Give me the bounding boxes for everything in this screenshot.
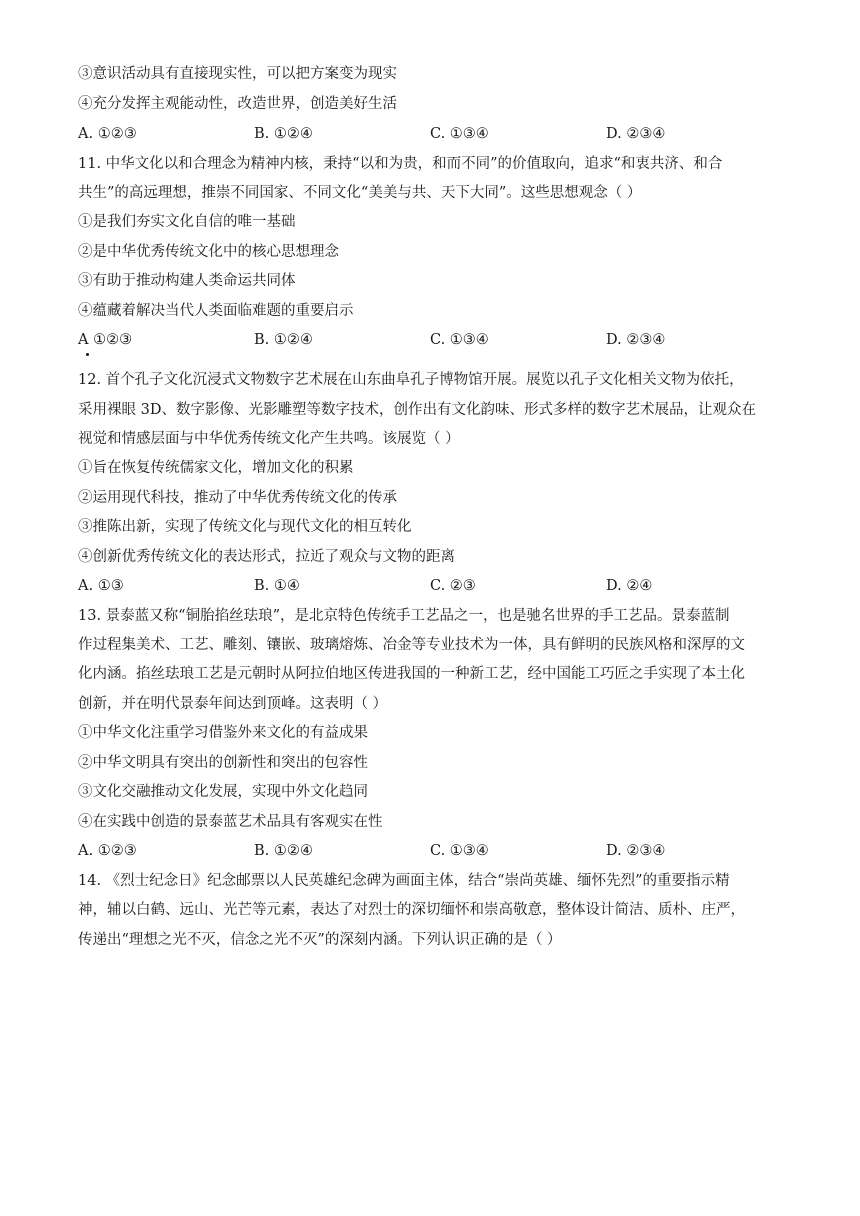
- question-stem-line: 13. 景泰蓝又称“铜胎掐丝珐琅”，是北京特色传统手工艺品之一，也是驰名世界的手工艺品。景泰蓝制: [78, 608, 730, 624]
- question-stem-line: 14. 《烈士纪念日》纪念邮票以人民英雄纪念碑为画面主体，结合“崇尚英雄、缅怀先烈”的重要指示精: [78, 873, 730, 889]
- item-4: ④在实践中创造的景泰蓝艺术品具有客观实在性: [78, 814, 383, 830]
- option-b: B. ①②④: [254, 843, 313, 859]
- question-stem-line: 12. 首个孔子文化沉浸式文物数字艺术展在山东曲阜孔子博物馆开展。展览以孔子文化相关文物为依托，: [78, 372, 744, 388]
- question-stem-line: 视觉和情感层面与中华优秀传统文化产生共鸣。该展览（ ）: [78, 431, 460, 447]
- item-2: ②运用现代科技，推动了中华优秀传统文化的传承: [78, 490, 397, 506]
- item-3: ③有助于推动构建人类命运共同体: [78, 273, 296, 289]
- option-a: A. ①②③: [78, 126, 137, 142]
- options-row: [78, 841, 782, 861]
- option-b: B. ①④: [254, 578, 300, 594]
- item-2: ②中华文明具有突出的创新性和突出的包容性: [78, 755, 368, 771]
- options-row: [78, 124, 782, 144]
- option-d: D. ②③④: [606, 843, 666, 859]
- option-d: D. ②③④: [606, 332, 666, 348]
- item-1: ①是我们夯实文化自信的唯一基础: [78, 214, 296, 230]
- option-a: A. ①③: [78, 578, 124, 594]
- option-b: B. ①②④: [254, 126, 313, 142]
- options-row: [78, 330, 782, 350]
- stray-dot-mark: [86, 353, 89, 356]
- item-2: ②是中华优秀传统文化中的核心思想理念: [78, 244, 339, 260]
- question-stem-line: 共生”的高远理想，推崇不同国家、不同文化“美美与共、天下大同”。这些思想观念（ ）: [78, 185, 642, 201]
- item-1: ①旨在恢复传统儒家文化，增加文化的积累: [78, 460, 354, 476]
- question-stem-line: 化内涵。掐丝珐琅工艺是元朝时从阿拉伯地区传进我国的一种新工艺，经中国能工巧匠之手实现了本土化: [78, 666, 745, 682]
- option-d: D. ②④: [606, 578, 653, 594]
- item-4: ④蕴藏着解决当代人类面临难题的重要启示: [78, 303, 354, 319]
- option-c: C. ①③④: [430, 126, 489, 142]
- option-c: C. ②③: [430, 578, 476, 594]
- item-3: ③文化交融推动文化发展，实现中外文化趋同: [78, 784, 368, 800]
- option-c: C. ①③④: [430, 332, 489, 348]
- question-stem-line: 神，辅以白鹤、远山、光芒等元素，表达了对烈士的深切缅怀和崇高敬意，整体设计简洁、质朴、庄严，: [78, 902, 745, 918]
- item-3: ③推陈出新，实现了传统文化与现代文化的相互转化: [78, 519, 412, 535]
- item-1: ①中华文化注重学习借鉴外来文化的有益成果: [78, 725, 368, 741]
- question-stem-line: 传递出“理想之光不灭，信念之光不灭”的深刻内涵。下列认识正确的是（ ）: [78, 932, 562, 948]
- question-stem-line: 11. 中华文化以和合理念为精神内核，秉持“以和为贵，和而不同”的价值取向，追求“和衷共济、和合: [78, 156, 723, 172]
- options-row: [78, 576, 782, 596]
- option-c: C. ①③④: [430, 843, 489, 859]
- question-stem-line: 作过程集美术、工艺、雕刻、镶嵌、玻璃熔炼、冶金等专业技术为一体，具有鲜明的民族风格和深厚的文: [78, 637, 745, 653]
- option-a: A ①②③: [78, 332, 133, 348]
- question-stem-line: 采用裸眼 3D、数字影像、光影雕塑等数字技术，创作出有文化韵味、形式多样的数字艺术展品，让观众在: [78, 402, 756, 418]
- option-d: D. ②③④: [606, 126, 666, 142]
- item-4: ④充分发挥主观能动性，改造世界，创造美好生活: [78, 96, 397, 112]
- item-4: ④创新优秀传统文化的表达形式，拉近了观众与文物的距离: [78, 549, 455, 565]
- option-a: A. ①②③: [78, 843, 137, 859]
- question-stem-line: 创新，并在明代景泰年间达到顶峰。这表明（ ）: [78, 696, 388, 712]
- item-3: ③意识活动具有直接现实性，可以把方案变为现实: [78, 66, 397, 82]
- option-b: B. ①②④: [254, 332, 313, 348]
